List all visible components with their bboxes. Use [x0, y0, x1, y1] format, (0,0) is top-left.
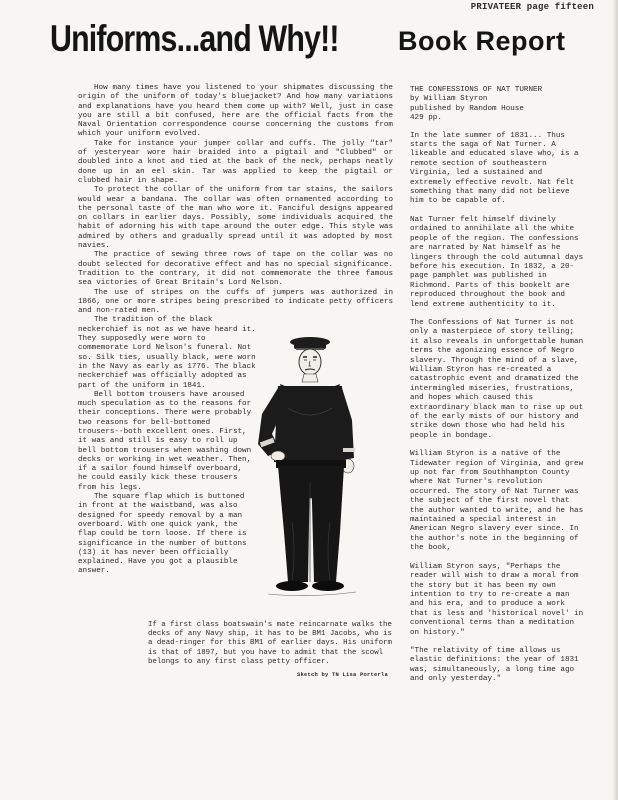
book-pages: 429 pp. — [410, 114, 442, 123]
article-paragraph: Bell bottom trousers have aroused much speculation as to the reasons for their conceptions. There were probably two reasons for bell-bottomed trousers--both excellent ones. First, it was and still is easy to roll up bell bottom trousers when washing down decks or working in wet weather. Then, if a sailor found himself overboard, he could easily kick these trousers from his legs. — [78, 390, 252, 492]
report-paragraph: In the late summer of 1831... Thus starts the saga of Nat Turner. A likeable and educated slave who, is a remote section of southeastern Virginia, led a sustained and extremely effective revolt. Nat felt something that many did not believe him to be capable of. — [410, 131, 579, 206]
report-paragraph: "The relativity of time allows us elastic definitions: the year of 1831 was, simultaneously, a long time ago and only yesterday." — [410, 646, 579, 684]
article-paragraph: How many times have you listened to your shipmates discussing the origin of the uniform of today's bluejacket? And how many variations and explanations have you heard them come up with? Well, just in case you are still a bit confused, here are the official facts from the Naval Orientation correspondence course concerning the customs from which your uniform evolved. — [78, 84, 393, 139]
article-paragraph: To protect the collar of the uniform from tar stains, the sailors would wear a bandana. The collar was often ornamented according to the personal taste of the man who wore it. Fanciful designs appeared on collars in earlier days. Possibly, some individuals acquired the habit of adorning his with tape around the outer edge. This style was admired by others and gradually spread until it was adopted by most navies. — [78, 186, 393, 251]
book-publisher: published by Random House — [410, 104, 524, 113]
page-edge-shadow — [612, 0, 618, 800]
page-header: PRIVATEER page fifteen — [470, 2, 594, 12]
article-title: Uniforms...and Why!! — [50, 18, 339, 59]
article-paragraph: Take for instance your jumper collar and cuffs. The jolly "tar" of yesteryear wore hair braided into a pigtail and "Clubbed" or doubled into a knot and tied at the back of the neck, perhaps neatly done up in an eel skin. Tar was applied to keep the pigtail or clubbed hair in shape. — [78, 139, 393, 185]
sketch-caption: If a first class boatswain's mate reincarnate walks the decks of any Navy ship, it has to be BM1 Jacobs, who is a dead-ringer for this BM1 of earlier days. His uniform is that of 1897, but you have to admit that the scowl belongs to any first class petty officer. — [148, 621, 392, 666]
report-paragraph: William Styron says, "Perhaps the reader will wish to draw a moral from the story but it has been my own intention to try to re-create a man and his era, and to produce a work that is less and 'historical novel' in conventional terms than a meditation on history." — [410, 562, 584, 637]
sketch-credit: Sketch by TN Lisa Porterla — [297, 671, 389, 678]
book-author: by William Styron — [410, 95, 488, 104]
book-details — [410, 86, 586, 124]
report-paragraph: The Confessions of Nat Turner is not only a masterpiece of story telling; it also reveals in unforgettable human terms the agonizing essence of Negro slavery. Through the mind of a slave, William Styron has re-created a catastrophic event and dramatized the intermingled miseries, frustrations, and hopes which caused this extraordinary black man to rise up out of the early mists of our history and strike down those who had held his people in bondage. — [410, 318, 584, 440]
article-paragraph: The use of stripes on the cuffs of jumpers was authorized in 1866, one or more stripes being prescribed to indicate petty officers and non-rated men. — [78, 288, 393, 316]
article-paragraph: The tradition of the black neckerchief is not as we have heard it. They supposedly were worn to commemorate Lord Nelson's funeral. Not so. Silk ties, usually black, were worn in the Navy as early as 1776. The black neckerchief was officially adopted as part of the uniform in 1841. — [78, 316, 256, 390]
article-paragraph: The square flap which is buttoned in front at the waistband, was also designed for speedy removal by a man overboard. With one quick yank, the flap could be torn loose. If there is significance in the number of buttons (13) it has never been officially explained. Have you got a plausible answer. — [78, 493, 247, 576]
report-paragraph: Nat Turner felt himself divinely ordained to annihilate all the white people of the region. The confessions are narrated by Nat himself as he lingers through the cold autumnal days before his execution. In 1832, a 20-page pamphlet was published in Richmond. Parts of this bookelt are reproduced throughout the book and lend extreme authenticity to it. — [410, 215, 584, 309]
article-paragraph: The practice of sewing three rows of tape on the collar was no doubt selected for decorative effect and has no special significance. Tradition to the contrary, it did not commemorate the three famous sea victories of Great Britain's Lord Nelson. — [78, 251, 393, 288]
book-title: THE CONFESSIONS OF NAT TURNER — [410, 86, 543, 94]
book-report-title: Book Report — [398, 26, 566, 56]
report-paragraph: William Styron is a native of the Tidewater region of Virginia, and grew up not far from Southhampton County where Nat Turner's revolution occurred. The story of Nat Turner was the subject of the first novel that the author wanted to write, and he has maintained a special interest in American Negro slavery ever since. In the author's note in the beginning of the book, — [410, 450, 584, 553]
sailor-sketch-illustration — [248, 332, 368, 602]
book-report-column — [410, 86, 586, 694]
